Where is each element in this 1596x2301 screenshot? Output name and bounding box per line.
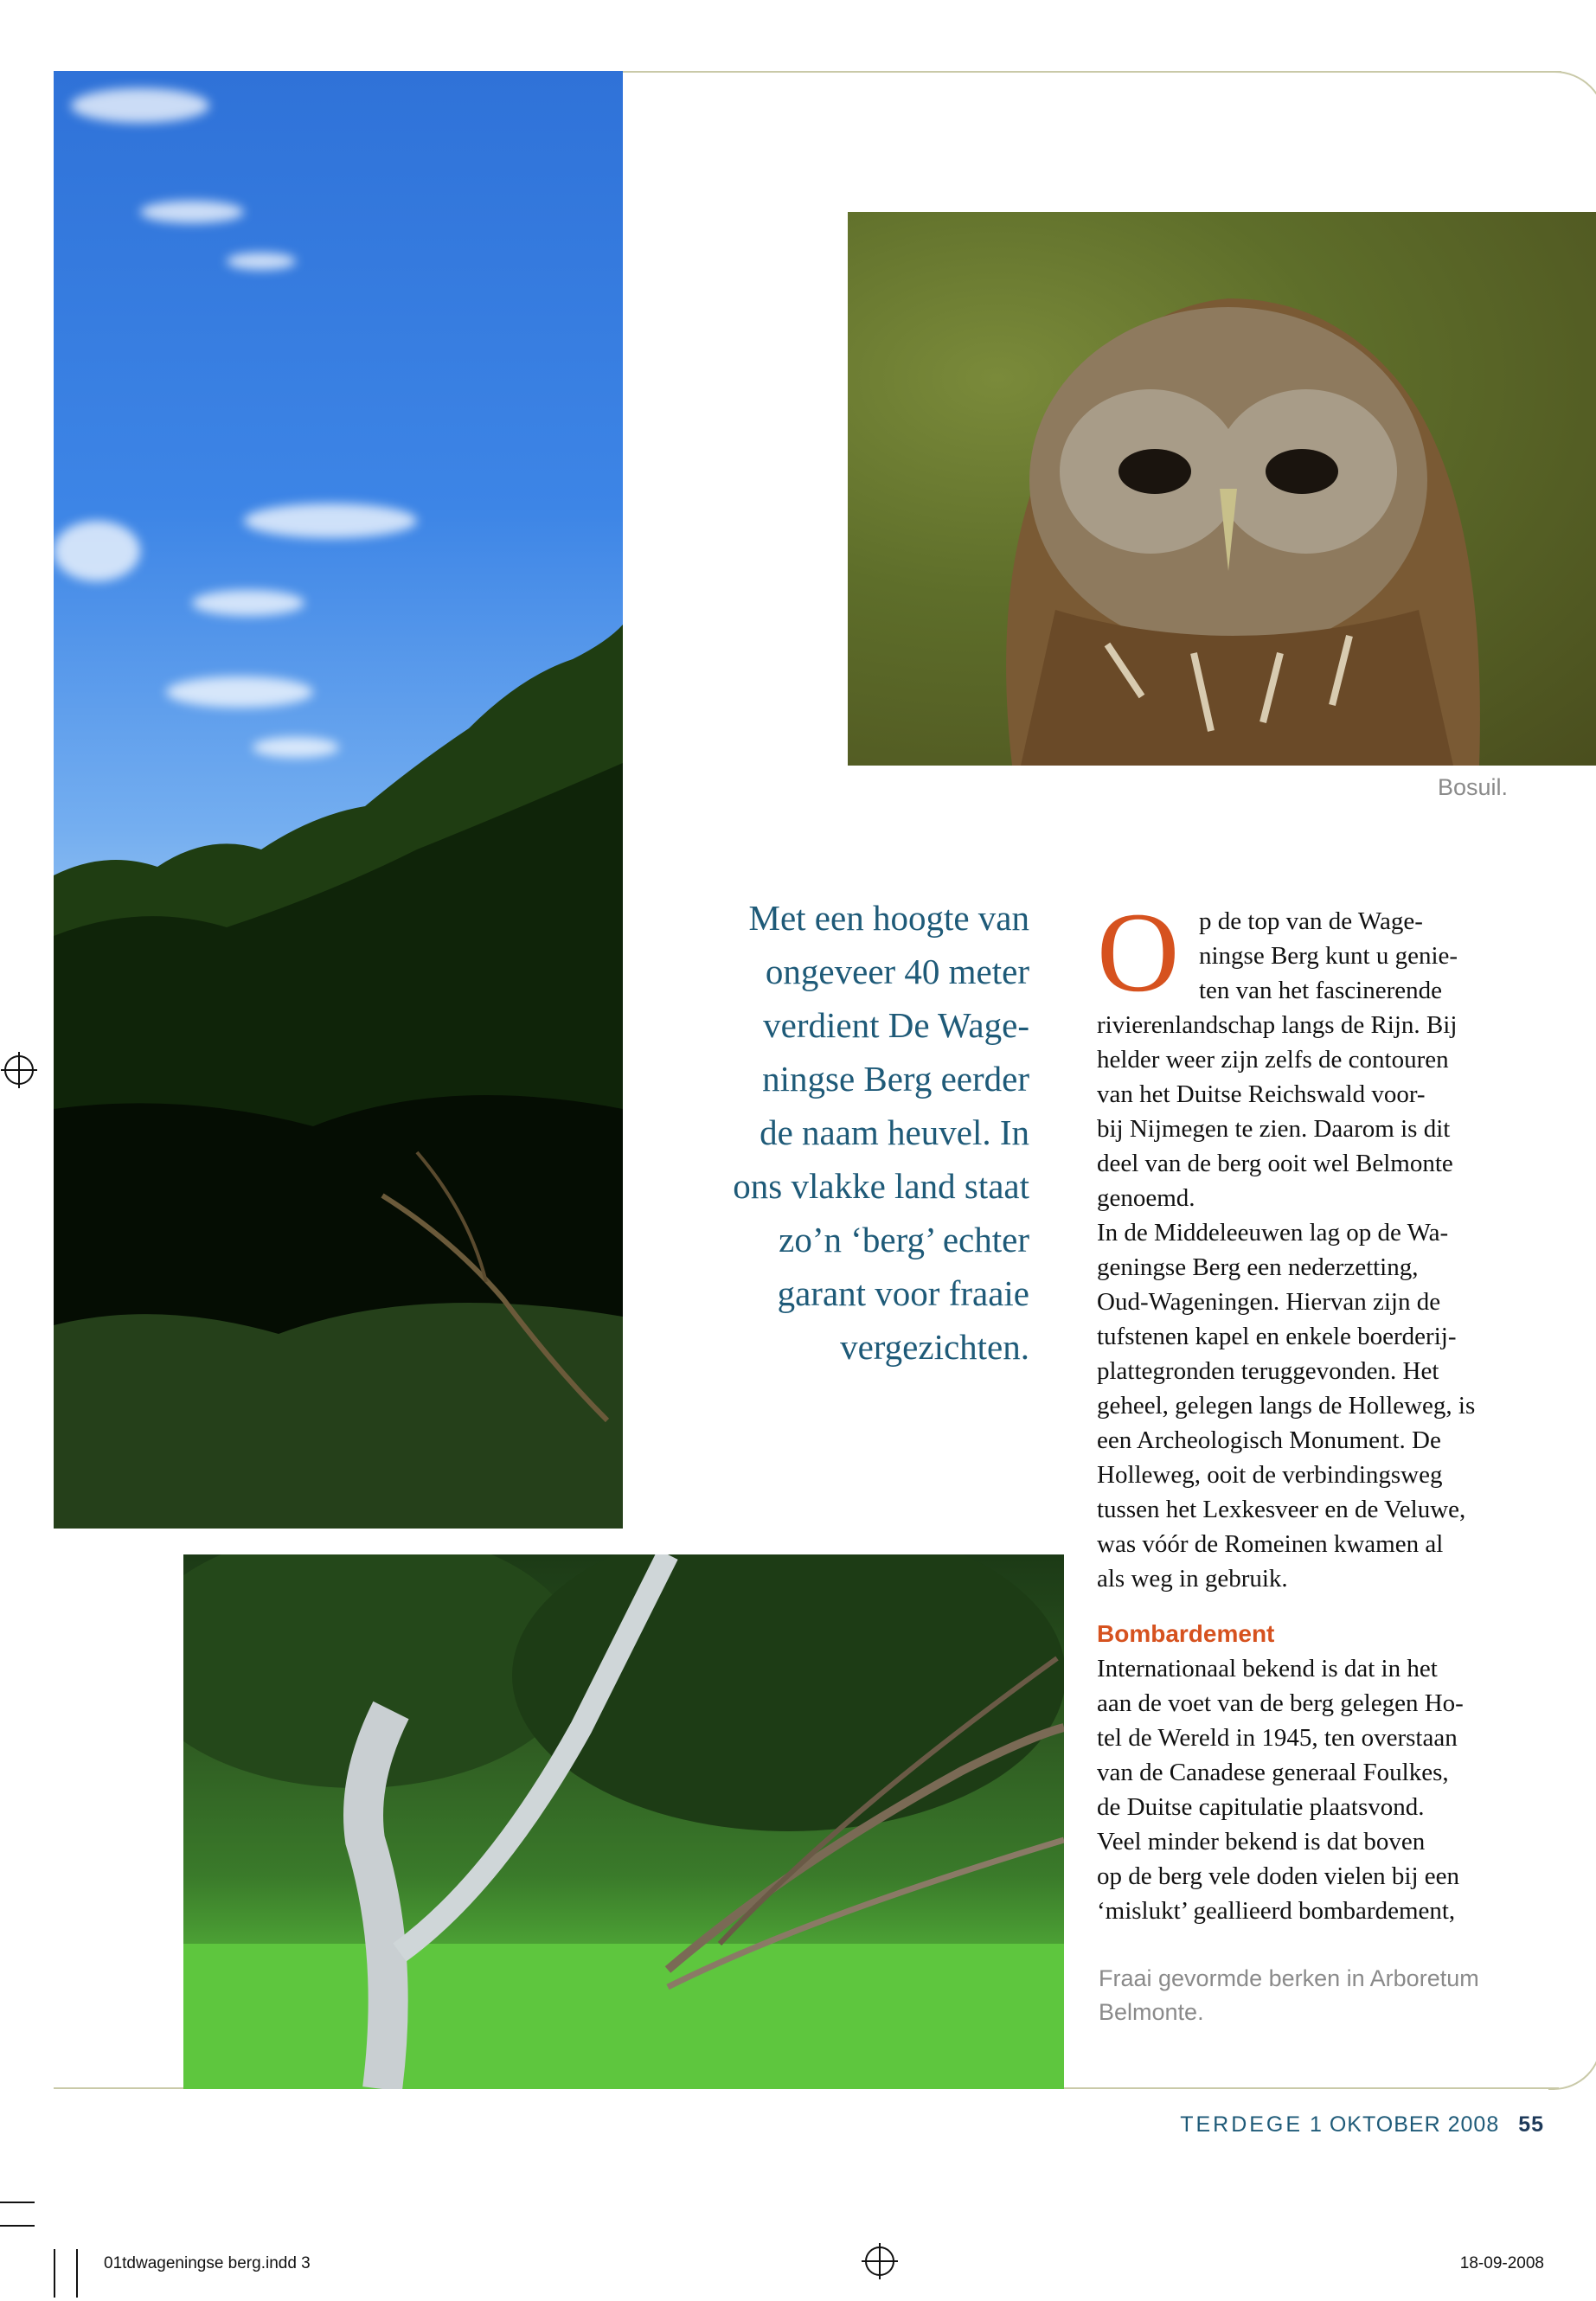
folio: [1180, 2112, 1544, 2138]
pull-quote: [683, 891, 1029, 1374]
subhead: Bombardement: [1097, 1620, 1275, 1647]
frame-corner-top: [1553, 71, 1596, 125]
caption-line: Belmonte.: [1099, 1999, 1204, 2025]
owl-photo: [848, 212, 1596, 766]
body-line: geheel, gelegen langs de Holleweg, is: [1097, 1392, 1476, 1420]
forest-silhouette: [54, 71, 623, 1529]
slug-filename: 01tdwageningse berg.indd 3: [104, 2254, 311, 2272]
sky-forest-photo: [54, 71, 623, 1529]
lead-line: p de top van de Wage-: [1199, 907, 1423, 935]
body-line: genoemd.: [1097, 1184, 1195, 1212]
caption-line: Fraai gevormde berken in Arboretum: [1099, 1965, 1479, 1991]
body-line: ‘mislukt’ geallieerd bombardement,: [1097, 1897, 1456, 1925]
body-line: Internationaal bekend is dat in het: [1097, 1655, 1438, 1682]
crop-mark: [0, 2225, 35, 2227]
crop-mark: [54, 2249, 55, 2298]
body-line: helder weer zijn zelfs de contouren: [1097, 1046, 1449, 1074]
owl-caption: Bosuil.: [1437, 774, 1508, 800]
pull-quote-line: ons vlakke land staat: [733, 1166, 1029, 1206]
folio-day: 1: [1310, 2112, 1323, 2137]
body-line: aan de voet van de berg gelegen Ho-: [1097, 1689, 1464, 1717]
folio-year: 2008: [1447, 2112, 1500, 2137]
body-line: als weg in gebruik.: [1097, 1565, 1288, 1593]
body-line: tufstenen kapel en enkele boerderij-: [1097, 1323, 1457, 1350]
pull-quote-line: de naam heuvel. In: [760, 1112, 1029, 1152]
registration-mark-icon: [865, 2247, 894, 2276]
owl-icon: [848, 212, 1596, 766]
pull-quote-line: zo’n ‘berg’ echter: [779, 1220, 1029, 1259]
birches-photo: [183, 1554, 1064, 2089]
frame-corner-bottom: [1548, 2041, 1596, 2090]
body-line: tussen het Lexkesveer en de Veluwe,: [1097, 1496, 1466, 1523]
lead-line: ten van het fascinerende: [1199, 977, 1442, 1004]
pull-quote-line: verdient De Wage-: [763, 1005, 1029, 1045]
body-line: was vóór de Romeinen kwamen al: [1097, 1530, 1444, 1558]
lead-line: ningse Berg kunt u genie-: [1199, 942, 1458, 970]
body-line: plattegronden teruggevonden. Het: [1097, 1357, 1439, 1385]
body-line: de Duitse capitulatie plaatsvond.: [1097, 1793, 1425, 1821]
body-line: een Archeologisch Monument. De: [1097, 1426, 1441, 1454]
crop-mark: [0, 2202, 35, 2203]
body-line: In de Middeleeuwen lag op de Wa-: [1097, 1219, 1449, 1247]
page-number: 55: [1518, 2112, 1544, 2137]
article-body: [1097, 888, 1581, 1928]
body-line: Oud-Wageningen. Hiervan zijn de: [1097, 1288, 1441, 1316]
body-line: op de berg vele doden vielen bij een: [1097, 1862, 1460, 1890]
pull-quote-line: ongeveer 40 meter: [765, 952, 1029, 991]
pull-quote-line: garant voor fraaie: [777, 1273, 1029, 1313]
magazine-name: TERDEGE: [1180, 2112, 1304, 2137]
body-line: geningse Berg een nederzetting,: [1097, 1253, 1419, 1281]
body-line: deel van de berg ooit wel Belmonte: [1097, 1150, 1453, 1177]
folio-month: OKTOBER: [1329, 2112, 1441, 2137]
body-line: rivierenlandschap langs de Rijn. Bij: [1097, 1011, 1458, 1039]
pull-quote-line: ningse Berg eerder: [762, 1059, 1029, 1099]
body-line: van de Canadese generaal Foulkes,: [1097, 1759, 1449, 1786]
slug-date: 18-09-2008: [1459, 2254, 1544, 2272]
birches-caption: [1099, 1962, 1548, 2029]
pull-quote-line: vergezichten.: [840, 1327, 1029, 1367]
registration-mark-icon: [4, 1055, 34, 1085]
body-line: Holleweg, ooit de verbindingsweg: [1097, 1461, 1443, 1489]
frame-line-top: [623, 71, 1561, 73]
body-line: van het Duitse Reichswald voor-: [1097, 1080, 1426, 1108]
pull-quote-line: Met een hoogte van: [748, 898, 1029, 938]
birch-trees-icon: [183, 1554, 1064, 2089]
body-line: bij Nijmegen te zien. Daarom is dit: [1097, 1115, 1451, 1143]
body-line: Veel minder bekend is dat boven: [1097, 1828, 1426, 1856]
crop-mark: [76, 2249, 78, 2298]
drop-cap: O: [1097, 888, 1180, 1016]
body-line: tel de Wereld in 1945, ten overstaan: [1097, 1724, 1458, 1752]
